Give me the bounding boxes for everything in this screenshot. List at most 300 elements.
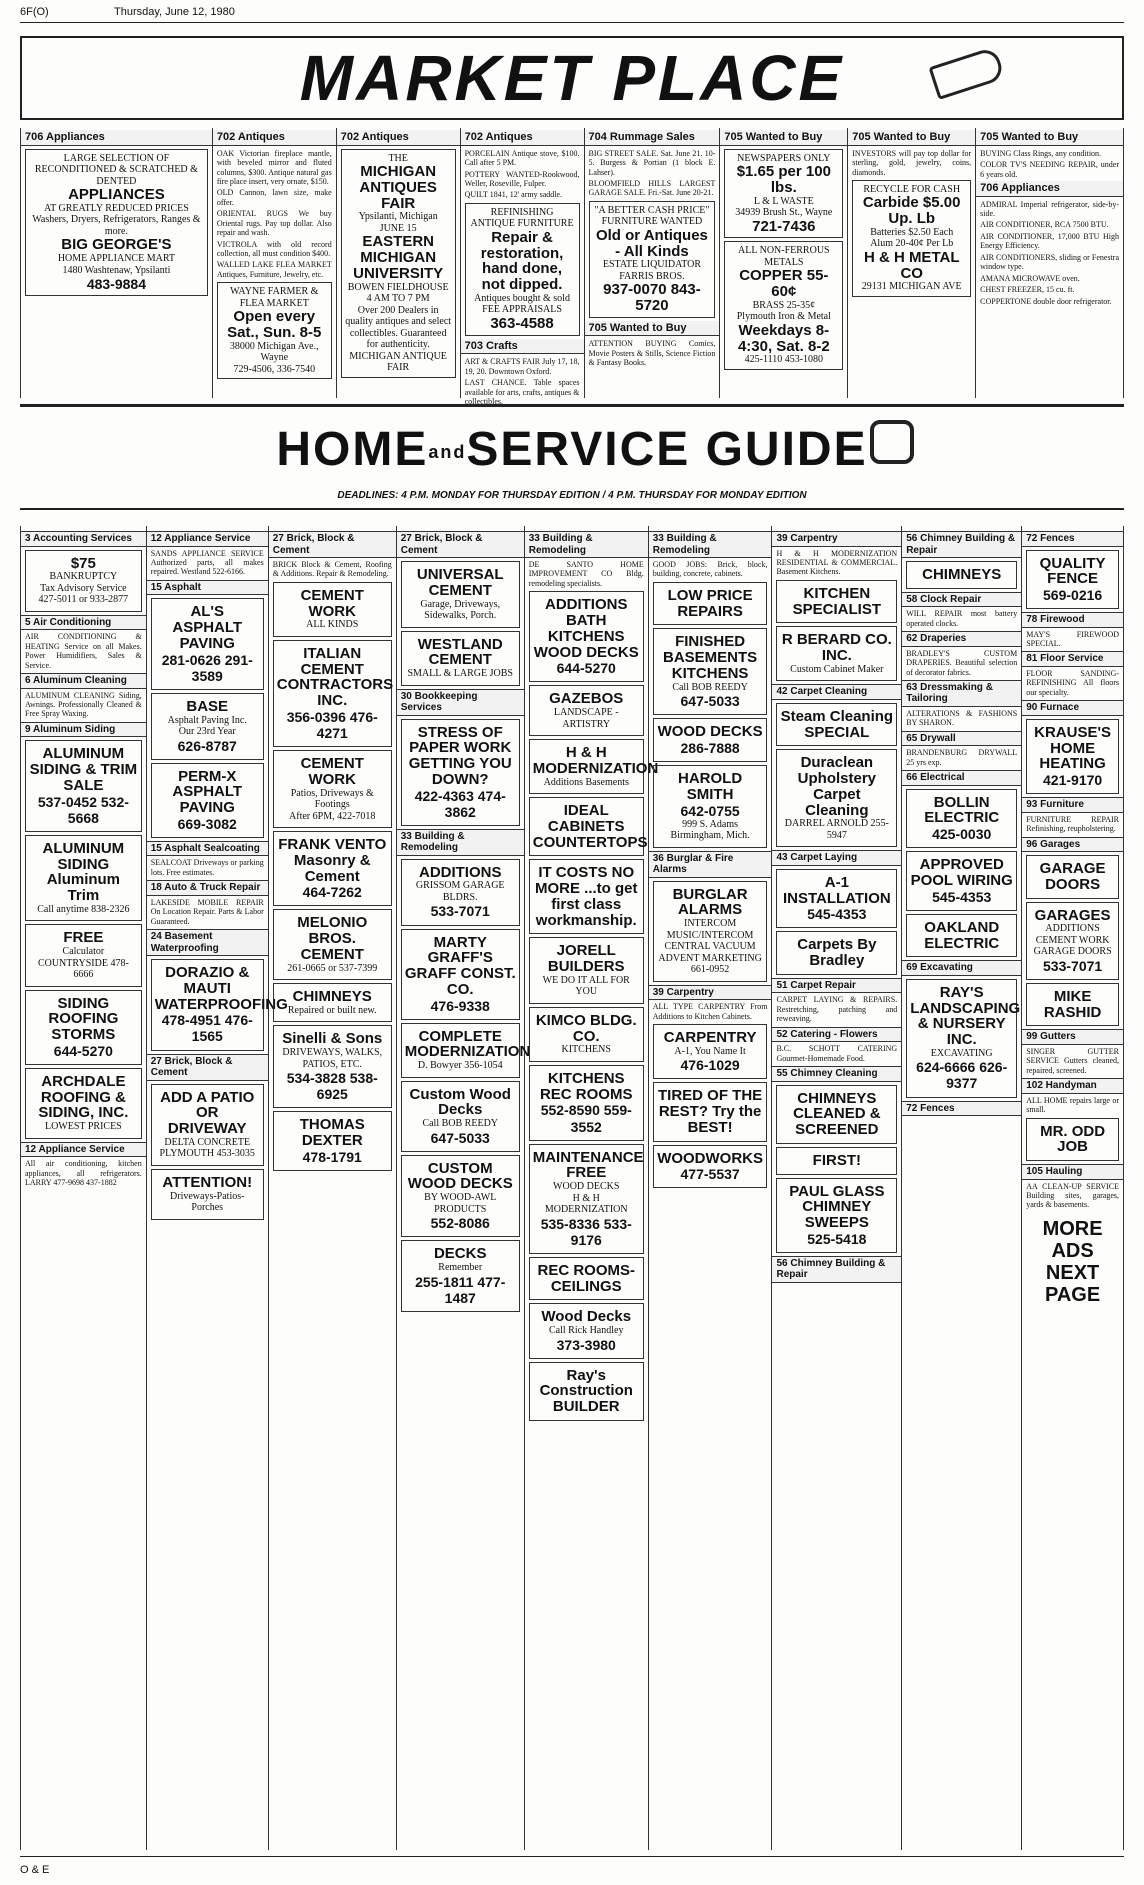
market-column	[337, 128, 461, 398]
ad-line: DELTA CONCRETE PLYMOUTH 453-3035	[159, 1136, 255, 1160]
service-category-header: 9 Aluminum Siding	[21, 722, 146, 738]
market-column	[720, 128, 848, 398]
service-display-ad	[273, 983, 392, 1022]
guide-column	[525, 526, 659, 1850]
classified-listing: ATTENTION BUYING Comics, Movie Posters & Stills, Science Fiction & Fantasy Books.	[588, 339, 716, 368]
ad-line: 29131 MICHIGAN AVE	[861, 281, 962, 293]
ad-line: IT COSTS NO MORE ...to get first class workmanship.	[534, 864, 638, 929]
market-place-section	[20, 128, 1124, 406]
service-category-header: 72 Fences	[1022, 531, 1123, 547]
service-listing: BRADLEY'S CUSTOM DRAPERIES. Beautiful selection of decorator fabrics.	[906, 648, 1018, 677]
ad-line: LOW PRICE REPAIRS	[667, 586, 753, 620]
bottom-folio	[20, 1864, 1120, 1880]
service-display-ad	[273, 1025, 392, 1108]
service-display-ad	[529, 739, 659, 794]
ad-line: 537-0452 532-5668	[37, 793, 129, 826]
service-display-ad	[776, 1085, 897, 1144]
ad-line: OAKLAND ELECTRIC	[924, 918, 1000, 952]
service-display-ad	[401, 631, 520, 686]
service-display-ad	[529, 1144, 644, 1254]
service-display-ad	[529, 1065, 644, 1141]
service-category-header: 39 Carpentry	[772, 531, 901, 547]
service-category-header: 30 Bookkeeping Services	[397, 689, 524, 716]
ad-line: DRIVEWAYS, WALKS, PATIOS, ETC.	[282, 1047, 383, 1070]
ad-line: AT GREATLY REDUCED PRICES	[43, 202, 189, 214]
service-category-header: 27 Brick, Block & Cement	[147, 1054, 268, 1081]
ad-line: 624-6666 626-9377	[916, 1059, 1008, 1092]
ad-line: 476-9338	[430, 997, 490, 1014]
ad-line: THE	[388, 152, 408, 164]
ad-line: Washers, Dryers, Refrigerators, Ranges & more.	[32, 214, 201, 237]
ad-line: ADDITIONS	[418, 863, 502, 881]
guide-title-service: SERVICE GUIDE	[466, 422, 868, 476]
display-ad	[852, 180, 971, 297]
service-category-header: 24 Basement Waterproofing	[147, 929, 268, 956]
service-listing: MAY'S FIREWOOD SPECIAL.	[1026, 629, 1119, 649]
ad-line: ADDITIONS BATH KITCHENS WOOD DECKS	[533, 596, 639, 661]
ad-line: APPLIANCES	[68, 186, 165, 204]
ad-line: WAYNE FARMER & FLEA MARKET	[230, 286, 319, 309]
ad-line: FREE	[63, 929, 104, 947]
display-ad	[724, 149, 843, 239]
ad-line: 533-7071	[430, 903, 490, 920]
service-category-header: 51 Carpet Repair	[772, 978, 901, 994]
display-ad	[25, 149, 208, 297]
ad-line: 478-4951 476-1565	[161, 1012, 253, 1045]
service-display-ad	[151, 1169, 264, 1220]
service-category-header: 36 Burglar & Fire Alarms	[649, 851, 772, 878]
ad-line: BURGLAR ALARMS	[672, 885, 748, 919]
service-listing: SEALCOAT Driveways or parking lots. Free estimates.	[150, 858, 264, 877]
classified-listing: ORIENTAL RUGS We buy Oriental rugs. Pay top dollar. Also repair and wash.	[216, 209, 332, 238]
classification-header: 702 Antiques	[213, 130, 336, 146]
ad-line: 937-0070 843-5720	[603, 281, 701, 315]
ad-line: ESTATE LIQUIDATOR	[602, 259, 702, 271]
ad-line: Wood Decks	[541, 1308, 632, 1326]
ad-line: 422-4363 474-3862	[414, 787, 506, 820]
ad-line: Asphalt Paving Inc.	[167, 714, 247, 726]
service-display-ad	[401, 929, 520, 1020]
service-category-header: 27 Brick, Block & Cement	[269, 531, 396, 558]
service-category-header: 42 Carpet Cleaning	[772, 684, 901, 700]
ad-line: 642-0755	[680, 802, 740, 819]
ad-line: EASTERN MICHIGAN UNIVERSITY	[353, 233, 444, 282]
service-listing: FURNITURE REPAIR Refinishing, reupholstering.	[1026, 814, 1119, 834]
ad-line: KITCHENS	[561, 1044, 611, 1056]
ad-line: Batteries $2.50 Each	[870, 226, 954, 238]
ad-line: Custom Wood Decks	[409, 1085, 511, 1119]
service-category-header: 66 Electrical	[902, 770, 1021, 786]
ad-line: HAROLD SMITH	[678, 770, 743, 803]
telephone-icon	[870, 420, 914, 464]
ad-line: 356-0396 476-4271	[286, 708, 378, 741]
classified-listing: WALLED LAKE FLEA MARKET Antiques, Furniture, Jewelry, etc.	[216, 260, 332, 279]
classification-header: 705 Wanted to Buy	[976, 130, 1123, 146]
ad-line: H & H METAL CO	[863, 248, 960, 282]
ad-line: LOWEST PRICES	[44, 1121, 122, 1133]
service-display-ad	[151, 693, 264, 760]
ad-line: REC ROOMS-CEILINGS	[537, 1261, 635, 1295]
ad-line: Repair & restoration, hand done, not dipped.	[480, 228, 564, 294]
guide-column	[147, 526, 288, 1850]
ad-line: 34939 Brush St., Wayne	[735, 207, 833, 219]
ad-line: Weekdays 8-4:30, Sat. 8-2	[737, 321, 830, 355]
service-category-header: 27 Brick, Block & Cement	[397, 531, 524, 558]
service-display-ad	[653, 1145, 768, 1189]
service-category-header: 33 Building & Remodeling	[397, 829, 524, 856]
market-column	[213, 128, 337, 398]
ad-line: 421-9170	[1043, 772, 1103, 789]
classification-header: 703 Crafts	[461, 339, 584, 355]
ad-line: 545-4353	[932, 888, 992, 905]
service-display-ad	[151, 959, 288, 1050]
service-display-ad	[1026, 550, 1119, 610]
ad-line: 38000 Michigan Ave., Wayne	[229, 340, 319, 364]
ad-line: 644-5270	[556, 660, 616, 677]
ad-line: Carpets By Bradley	[797, 936, 877, 970]
classification-header: 704 Rummage Sales	[585, 130, 720, 146]
ad-line: 534-3828 538-6925	[286, 1070, 378, 1103]
service-display-ad	[529, 937, 644, 1004]
service-display-ad	[401, 859, 520, 926]
ad-line: "A BETTER CASH PRICE" FURNITURE WANTED	[594, 204, 710, 228]
classified-listing: PORCELAIN Antique stove, $100. Call after 5 PM.	[464, 148, 580, 168]
ad-line: 721-7436	[752, 217, 816, 235]
ad-line: ALL NON-FERROUS METALS	[738, 245, 830, 268]
folio	[20, 6, 1120, 22]
service-display-ad	[401, 561, 520, 628]
ad-line: 669-3082	[177, 815, 237, 832]
ad-line: 255-1811 477-1487	[415, 1273, 506, 1306]
ad-line: BASE	[186, 697, 229, 715]
display-ad	[589, 201, 716, 318]
home-service-guide-banner	[20, 412, 1124, 486]
ad-line: Calculator	[62, 946, 105, 957]
classified-listing: LAST CHANCE. Table spaces available for arts, crafts, antiques & collectibles.	[464, 378, 580, 406]
more-ads-notice: MORE ADS NEXT PAGE	[1042, 1217, 1103, 1306]
ad-line: MELONIO BROS. CEMENT	[297, 914, 368, 963]
service-display-ad	[906, 979, 1021, 1098]
ad-line: REFINISHING ANTIQUE FURNITURE	[470, 206, 574, 230]
classification-header: 705 Wanted to Buy	[585, 321, 720, 337]
ad-line: BY WOOD-AWL PRODUCTS	[424, 1192, 497, 1215]
ad-line: 647-5033	[430, 1129, 490, 1146]
ad-line: AL'S ASPHALT PAVING	[172, 603, 243, 652]
service-display-ad	[25, 740, 142, 831]
classified-listing: QUILT 1841, 12' army saddle.	[464, 190, 563, 200]
ad-line: LANDSCAPE - ARTISTRY	[553, 707, 619, 730]
service-listing: DE SANTO HOME IMPROVEMENT CO Bldg. remodeling specialists.	[528, 560, 644, 588]
ad-line: Antiques bought & sold	[474, 292, 570, 304]
ad-line: FINISHED BASEMENTS KITCHENS	[663, 633, 758, 682]
ad-line: Carbide $5.00 Up. Lb	[862, 194, 961, 228]
ad-line: FIRST!	[812, 1151, 861, 1169]
ad-line: THOMAS DEXTER	[299, 1116, 365, 1150]
service-display-ad	[273, 909, 392, 980]
ad-line: WESTLAND CEMENT	[417, 635, 503, 669]
service-listing: SANDS APPLIANCE SERVICE Authorized parts, all makes repaired. Westland 522-6166.	[150, 548, 264, 577]
ad-line: APPROVED POOL WIRING	[910, 856, 1013, 890]
service-listing: CARPET LAYING & REPAIRS. Restretching, patching and reweaving.	[776, 995, 898, 1024]
service-listing: WILL REPAIR most battery operated clocks.	[906, 609, 1018, 628]
classified-listing: CHEST FREEZER, 15 cu. ft.	[980, 285, 1075, 295]
service-display-ad	[906, 561, 1017, 589]
guide-column	[21, 526, 147, 1850]
ad-line: Plymouth Iron & Metal	[736, 311, 831, 323]
service-category-header: 69 Excavating	[902, 960, 1021, 976]
service-listing: ALTERATIONS & FASHIONS BY SHARON.	[906, 708, 1018, 728]
service-display-ad	[529, 1303, 644, 1358]
display-ad	[217, 282, 332, 379]
market-column	[585, 128, 721, 398]
service-listing: All air conditioning, kitchen appliances, all refrigerators. LARRY 477-9698 437-1882	[25, 1159, 142, 1187]
service-listing: LAKESIDE MOBILE REPAIR On Location Repair. Parts & Labor Guaranteed.	[150, 897, 264, 926]
ad-line: FARRIS BROS.	[619, 270, 685, 282]
ad-line: Call BOB REEDY	[672, 681, 748, 693]
ad-line: Patios, Driveways & Footings	[290, 787, 374, 811]
ad-line: 4 AM TO 7 PM	[366, 293, 430, 305]
ad-line: CEMENT WORK	[300, 755, 364, 788]
deadlines-line: DEADLINES: 4 P.M. MONDAY FOR THURSDAY EDITION / 4 P.M. THURSDAY FOR MONDAY EDITION	[337, 490, 807, 501]
classified-listing: OLD Cannon, lawn size, make offer.	[216, 188, 332, 207]
service-category-header: 5 Air Conditioning	[21, 615, 146, 631]
service-listing: H & H MODERNIZATION RESIDENTIAL & COMMERCIAL. Basement Kitchens.	[776, 548, 898, 577]
classification-header: 705 Wanted to Buy	[848, 130, 975, 146]
ad-line: R BERARD CO. INC.	[781, 631, 892, 665]
edition-mark: O & E	[20, 1864, 50, 1876]
service-listing: SINGER GUTTER SERVICE Gutters cleaned, repaired, screened.	[1026, 1046, 1119, 1075]
guide-column	[902, 526, 1022, 1850]
top-rule	[20, 22, 1124, 23]
ad-line: 647-5033	[680, 693, 740, 710]
service-category-header: 12 Appliance Service	[21, 1142, 146, 1158]
ad-line: Garage, Driveways, Sidewalks, Porch.	[420, 598, 501, 621]
ad-line: COPPER 55-60¢	[739, 267, 829, 301]
ad-line: Custom Cabinet Maker	[790, 663, 884, 675]
service-category-header: 43 Carpet Laying	[772, 850, 901, 866]
ad-line: 478-1791	[302, 1148, 362, 1165]
classified-listing: BUYING Class Rings, any condition.	[980, 148, 1102, 158]
ad-line: 1480 Washtenaw, Ypsilanti	[62, 264, 171, 276]
ad-line: MR. ODD JOB	[1040, 1122, 1106, 1156]
ad-line: HOME APPLIANCE MART	[57, 253, 175, 265]
service-display-ad	[25, 990, 142, 1065]
service-display-ad	[25, 1068, 142, 1139]
ad-line: Open every Sat., Sun. 8-5	[227, 308, 322, 342]
service-listing: AA CLEAN-UP SERVICE Building sites, garages, yards & basements.	[1026, 1181, 1119, 1210]
guide-column	[772, 526, 902, 1850]
service-display-ad	[653, 718, 768, 762]
ad-line: MICHIGAN ANTIQUE FAIR	[349, 350, 447, 374]
ad-line: 425-1110 453-1080	[744, 354, 824, 366]
ad-line: Additions Basements	[543, 776, 629, 788]
service-display-ad	[529, 797, 648, 856]
service-display-ad	[776, 626, 897, 681]
service-display-ad	[653, 765, 768, 848]
service-display-ad	[25, 550, 142, 612]
classified-listing: AMANA MICROWAVE oven.	[980, 273, 1080, 283]
classified-listing: INVESTORS will pay top dollar for sterling, gold, jewelry, coins, diamonds.	[852, 148, 972, 177]
service-category-header: 72 Fences	[902, 1101, 1021, 1117]
service-display-ad	[25, 835, 142, 922]
service-category-header: 105 Hauling	[1022, 1164, 1123, 1180]
bottom-rule	[20, 1856, 1124, 1857]
service-listing: FLOOR SANDING-REFINISHING All floors our specialty.	[1026, 668, 1119, 697]
service-category-header: 33 Building & Remodeling	[525, 531, 648, 558]
ad-line: CHIMNEYS CLEANED & SCREENED	[793, 1089, 881, 1139]
ad-line: Our 23rd Year	[178, 726, 236, 737]
ad-line: Duraclean Upholstery Carpet Cleaning	[797, 754, 877, 819]
market-column	[976, 128, 1124, 398]
ad-line: KITCHENS REC ROOMS	[539, 1069, 633, 1103]
service-display-ad	[653, 628, 768, 715]
ad-line: CEMENT WORK	[300, 586, 364, 620]
service-category-header: 3 Accounting Services	[21, 531, 146, 547]
service-display-ad	[25, 924, 142, 986]
ad-line: CUSTOM WOOD DECKS	[407, 1159, 513, 1193]
service-display-ad	[776, 1147, 897, 1175]
service-display-ad	[1026, 855, 1119, 899]
service-category-header: 58 Clock Repair	[902, 592, 1021, 608]
ad-line: MARTY GRAFF'S GRAFF CONST. CO.	[404, 933, 516, 998]
service-category-header: 12 Appliance Service	[147, 531, 268, 547]
service-category-header: 55 Chimney Cleaning	[772, 1066, 901, 1082]
ad-line: ALL KINDS	[306, 619, 359, 631]
ad-line: IDEAL CABINETS COUNTERTOPS	[532, 802, 648, 851]
market-place-banner	[20, 36, 1124, 120]
service-category-header: 96 Garages	[1022, 837, 1123, 853]
ad-line: WE DO IT ALL FOR YOU	[542, 974, 630, 998]
ad-line: ATTENTION!	[162, 1173, 253, 1191]
ad-line: D. Bowyer 356-1054	[417, 1060, 503, 1072]
ad-line: BIG GEORGE'S	[61, 236, 172, 254]
classified-listing: ART & CRAFTS FAIR July 17, 18, 19, 20. Downtown Oxford.	[464, 357, 580, 376]
ad-line: KRAUSE'S HOME HEATING	[1034, 723, 1112, 773]
classified-listing: BIG STREET SALE. Sat. June 21. 10-5. Burgess & Portian (1 block E. Lahser).	[588, 148, 716, 177]
ad-line: 427-5011 or 933-2877	[38, 594, 129, 606]
ad-line: DECKS	[433, 1245, 487, 1263]
ad-line: 464-7262	[302, 884, 362, 901]
ad-line: Tax Advisory Service	[40, 582, 127, 594]
ad-line: JORELL BUILDERS	[547, 942, 625, 976]
ad-line: 569-0216	[1043, 587, 1103, 603]
ad-line: RAY'S LANDSCAPING & NURSERY INC.	[910, 983, 1021, 1049]
service-display-ad	[906, 851, 1017, 911]
ad-line: ADD A PATIO OR DRIVEWAY	[160, 1088, 255, 1138]
service-display-ad	[653, 582, 768, 626]
ad-line: 425-0030	[932, 826, 992, 843]
classified-listing: ADMIRAL Imperial refrigerator, side-by-side.	[980, 199, 1120, 219]
service-display-ad	[401, 719, 520, 826]
ad-line: BANKRUPTCY	[49, 571, 118, 583]
ad-line: $1.65 per 100 lbs.	[736, 163, 831, 196]
service-category-header: 33 Building & Remodeling	[649, 531, 772, 558]
ad-line: $75	[70, 554, 96, 572]
ad-line: DORAZIO & MAUTI WATERPROOFING	[154, 964, 288, 1013]
ad-line: 525-5418	[807, 1230, 867, 1247]
ad-line: JUNE 15	[379, 222, 417, 234]
guide-title-and: and	[428, 441, 467, 462]
service-category-header: 93 Furniture	[1022, 797, 1123, 813]
service-display-ad	[653, 1082, 768, 1141]
service-display-ad	[776, 703, 897, 747]
classification-header: 706 Appliances	[976, 181, 1123, 197]
ad-line: WOOD DECKS	[657, 723, 763, 741]
ad-line: KIMCO BLDG. CO.	[535, 1011, 637, 1045]
ad-line: NEWSPAPERS ONLY	[737, 152, 831, 164]
ad-line: COMPLETE MODERNIZATION	[404, 1027, 531, 1061]
ad-line: 476-1029	[680, 1057, 740, 1074]
market-column	[461, 128, 585, 406]
ad-line: Alum 20-40¢ Per Lb	[870, 238, 954, 250]
market-column	[21, 128, 213, 398]
ad-line: RECYCLE FOR CASH	[863, 183, 961, 195]
classified-listing: AIR CONDITIONER, 17,000 BTU High Energy Efficiency.	[980, 231, 1120, 251]
ad-line: LARGE SELECTION OF RECONDITIONED & SCRATCHED & DENTED	[34, 152, 198, 187]
ad-line: WOODWORKS	[657, 1149, 764, 1167]
ad-line: Repaired or built new.	[287, 1004, 377, 1016]
ad-line: CHIMNEYS	[292, 988, 372, 1006]
ad-line: Remember	[438, 1262, 483, 1274]
service-category-header: 18 Auto & Truck Repair	[147, 880, 268, 896]
service-display-ad	[529, 859, 644, 934]
service-display-ad	[401, 1023, 531, 1078]
service-display-ad	[273, 831, 392, 906]
service-display-ad	[653, 1024, 768, 1079]
classified-listing: AIR CONDITIONERS, sliding or Fenestra window type.	[980, 252, 1120, 272]
classified-listing: POTTERY WANTED-Rookwood, Weller, Roseville, Fulper.	[464, 169, 580, 188]
service-listing: ALL HOME repairs large or small.	[1026, 1095, 1119, 1115]
service-category-header: 56 Chimney Building & Repair	[902, 531, 1021, 558]
ad-line: UNIVERSAL CEMENT	[416, 566, 504, 599]
ad-line: GARAGE DOORS	[1039, 860, 1106, 893]
service-display-ad	[401, 1081, 520, 1152]
ad-line: CARPENTRY	[663, 1029, 757, 1047]
service-display-ad	[529, 685, 644, 736]
service-display-ad	[776, 1178, 897, 1253]
ad-line: 552-8590 559-3552	[540, 1102, 632, 1135]
ad-line: Call anytime 838-2326	[37, 903, 130, 915]
ad-line: GRISSOM GARAGE BLDRS.	[415, 880, 505, 903]
ad-line: 626-8787	[177, 737, 237, 754]
ad-line: 477-5537	[680, 1166, 740, 1183]
ad-line: EXCAVATING	[930, 1047, 993, 1059]
ad-line: GARAGES	[1034, 906, 1111, 924]
ad-line: 535-8336 533-9176	[540, 1215, 632, 1248]
service-display-ad	[529, 1257, 644, 1301]
service-category-header: 81 Floor Service	[1022, 651, 1123, 667]
ad-line: STRESS OF PAPER WORK GETTING YOU DOWN?	[408, 723, 512, 788]
ad-line: COUNTRYSIDE 478-6666	[37, 957, 129, 980]
ad-line: 533-7071	[1043, 957, 1103, 974]
page-number: 6F(O)	[20, 6, 49, 18]
ad-line: ALUMINUM SIDING & TRIM SALE	[29, 745, 138, 794]
ad-line: ARCHDALE ROOFING & SIDING, INC.	[38, 1072, 129, 1122]
classification-header: 705 Wanted to Buy	[720, 130, 847, 146]
ad-line: GAZEBOS	[549, 690, 624, 708]
ad-line: 483-9884	[86, 276, 146, 293]
ad-line: 545-4353	[807, 906, 867, 923]
classified-listing: AIR CONDITIONER, RCA 7500 BTU.	[980, 220, 1109, 230]
classified-listing: BLOOMFIELD HILLS LARGEST GARAGE SALE. Fri.-Sat. June 20-21.	[588, 178, 716, 198]
service-category-header: 62 Draperies	[902, 631, 1021, 647]
display-ad	[465, 203, 580, 336]
service-category-header: 15 Asphalt Sealcoating	[147, 841, 268, 857]
ad-line: FRANK VENTO Masonry & Cement	[278, 836, 387, 885]
ad-line: After 6PM, 422-7018	[289, 810, 376, 822]
service-category-header: 90 Furnace	[1022, 700, 1123, 716]
service-display-ad	[151, 763, 264, 838]
